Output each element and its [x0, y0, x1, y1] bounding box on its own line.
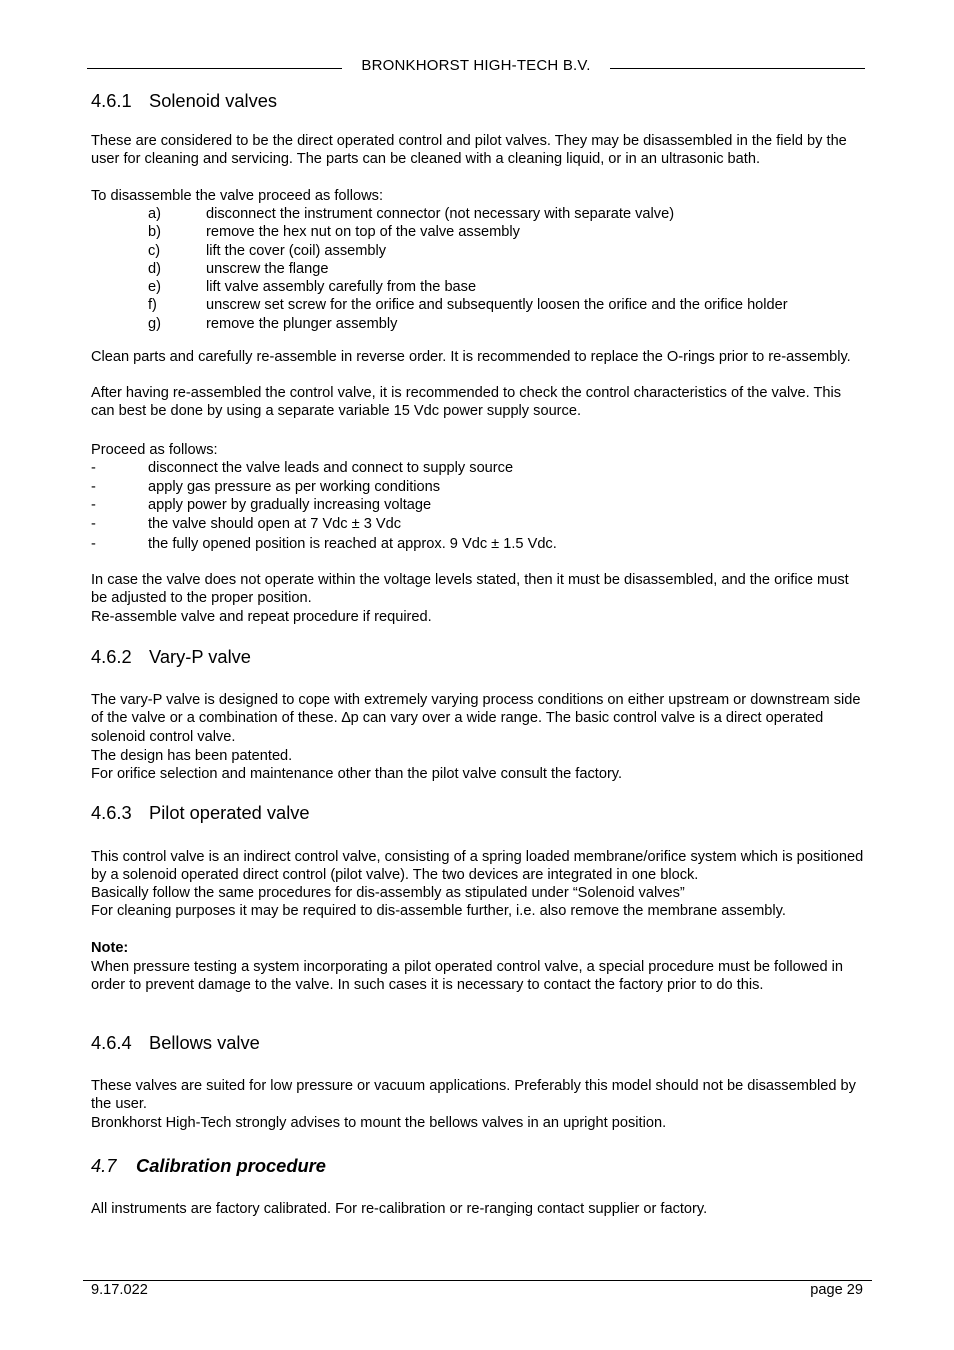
list-item: [148, 260, 329, 278]
section-title: Bellows valve: [149, 1032, 260, 1053]
list-item: [148, 223, 520, 241]
section-number: 4.7: [91, 1155, 117, 1176]
header-company: BRONKHORST HIGH-TECH B.V.: [361, 57, 591, 74]
note-text: When pressure testing a system incorporating a pilot operated control valve, a special procedure must be followed in order to prevent damage to the valve. In such cases it is necessary to contact the factory prior to do this.: [91, 959, 843, 994]
list-item-text: the valve should open at 7 Vdc ± 3 Vdc: [148, 516, 402, 532]
list-marker: -: [91, 497, 96, 513]
list-marker: -: [91, 479, 96, 495]
paragraph: Re-assemble valve and repeat procedure if required.: [91, 609, 432, 625]
footer-page-number: page 29: [810, 1282, 863, 1298]
section-heading-solenoid: [91, 90, 277, 112]
list-marker: -: [91, 536, 96, 552]
list-marker: g): [148, 316, 161, 332]
list-marker: e): [148, 279, 161, 295]
section-heading-pilot: [91, 802, 310, 824]
section-heading-vary-p: [91, 646, 251, 668]
header-rule-right: [610, 68, 865, 69]
section-heading-bellows: [91, 1032, 260, 1054]
section-number: 4.6.4: [91, 1032, 132, 1053]
list-item-text: apply gas pressure as per working conditions: [148, 479, 441, 495]
list-item-text: disconnect the instrument connector (not necessary with separate valve): [206, 206, 675, 222]
paragraph: To disassemble the valve proceed as follows:: [91, 188, 384, 204]
list-marker: b): [148, 224, 161, 240]
list-item: [91, 459, 513, 477]
footer-doc-number: 9.17.022: [91, 1282, 148, 1298]
note-label: Note:: [91, 940, 129, 956]
paragraph: In case the valve does not operate within the voltage levels stated, then it must be disassembled, and the orifice must be adjusted to the proper position.: [91, 572, 849, 607]
list-item: [148, 242, 386, 260]
paragraph: The vary-P valve is designed to cope with extremely varying process conditions on either upstream or downstream side of the valve or a combination of these. ∆p can vary over a wide range. The basic control valve is a direct operated solenoid control valve.: [91, 692, 861, 745]
list-item: [91, 478, 440, 496]
list-item: [148, 315, 397, 333]
header-rule-left: [87, 68, 342, 69]
paragraph: Proceed as follows:: [91, 442, 218, 458]
footer-rule: [83, 1280, 872, 1281]
list-item-text: unscrew set screw for the orifice and subsequently loosen the orifice and the orifice holder: [206, 297, 788, 313]
paragraph: This control valve is an indirect control valve, consisting of a spring loaded membrane/orifice system which is positioned by a solenoid operated direct control (pilot valve). The two devices are integrated in one block.: [91, 849, 864, 884]
list-item-text: apply power by gradually increasing voltage: [148, 497, 432, 513]
section-title: Calibration procedure: [136, 1155, 326, 1176]
paragraph: For orifice selection and maintenance other than the pilot valve consult the factory.: [91, 766, 623, 782]
paragraph: These are considered to be the direct operated control and pilot valves. They may be disassembled in the field by the user for cleaning and servicing. The parts can be cleaned with a cleaning liquid, or in an ultrasonic bath.: [91, 133, 847, 168]
list-item-text: remove the hex nut on top of the valve assembly: [206, 224, 520, 240]
paragraph: Basically follow the same procedures for dis-assembly as stipulated under “Solenoid valves”: [91, 885, 685, 901]
paragraph: The design has been patented.: [91, 748, 293, 764]
section-number: 4.6.2: [91, 646, 132, 667]
section-heading-calibration: [91, 1155, 326, 1177]
list-item: [148, 205, 674, 223]
section-title: Vary-P valve: [149, 646, 251, 667]
list-marker: d): [148, 261, 161, 277]
list-marker: f): [148, 297, 157, 313]
paragraph: After having re-assembled the control valve, it is recommended to check the control characteristics of the valve. This can best be done by using a separate variable 15 Vdc power supply source.: [91, 385, 842, 420]
section-title: Pilot operated valve: [149, 802, 310, 823]
section-number: 4.6.1: [91, 90, 132, 111]
list-item-text: the fully opened position is reached at approx. 9 Vdc ± 1.5 Vdc.: [148, 536, 557, 552]
paragraph: Bronkhorst High-Tech strongly advises to mount the bellows valves in an upright position.: [91, 1115, 667, 1131]
list-item: [91, 535, 557, 553]
paragraph: These valves are suited for low pressure or vacuum applications. Preferably this model should not be disassembled by the user.: [91, 1078, 856, 1113]
list-marker: c): [148, 243, 161, 259]
paragraph: Clean parts and carefully re-assemble in reverse order. It is recommended to replace the O-rings prior to re-assembly.: [91, 349, 851, 365]
list-item: [148, 296, 788, 314]
list-marker: -: [91, 516, 96, 532]
list-item-text: unscrew the flange: [206, 261, 329, 277]
section-number: 4.6.3: [91, 802, 132, 823]
list-item-text: disconnect the valve leads and connect to supply source: [148, 460, 514, 476]
list-marker: a): [148, 206, 161, 222]
list-item-text: remove the plunger assembly: [206, 316, 398, 332]
list-item: [91, 515, 401, 533]
list-marker: -: [91, 460, 96, 476]
paragraph: For cleaning purposes it may be required to dis-assemble further, i.e. also remove the membrane assembly.: [91, 903, 786, 919]
list-item-text: lift the cover (coil) assembly: [206, 243, 387, 259]
list-item-text: lift valve assembly carefully from the base: [206, 279, 477, 295]
list-item: [148, 278, 476, 296]
list-item: [91, 496, 431, 514]
section-title: Solenoid valves: [149, 90, 278, 111]
paragraph: All instruments are factory calibrated. For re-calibration or re-ranging contact supplier or factory.: [91, 1201, 708, 1217]
